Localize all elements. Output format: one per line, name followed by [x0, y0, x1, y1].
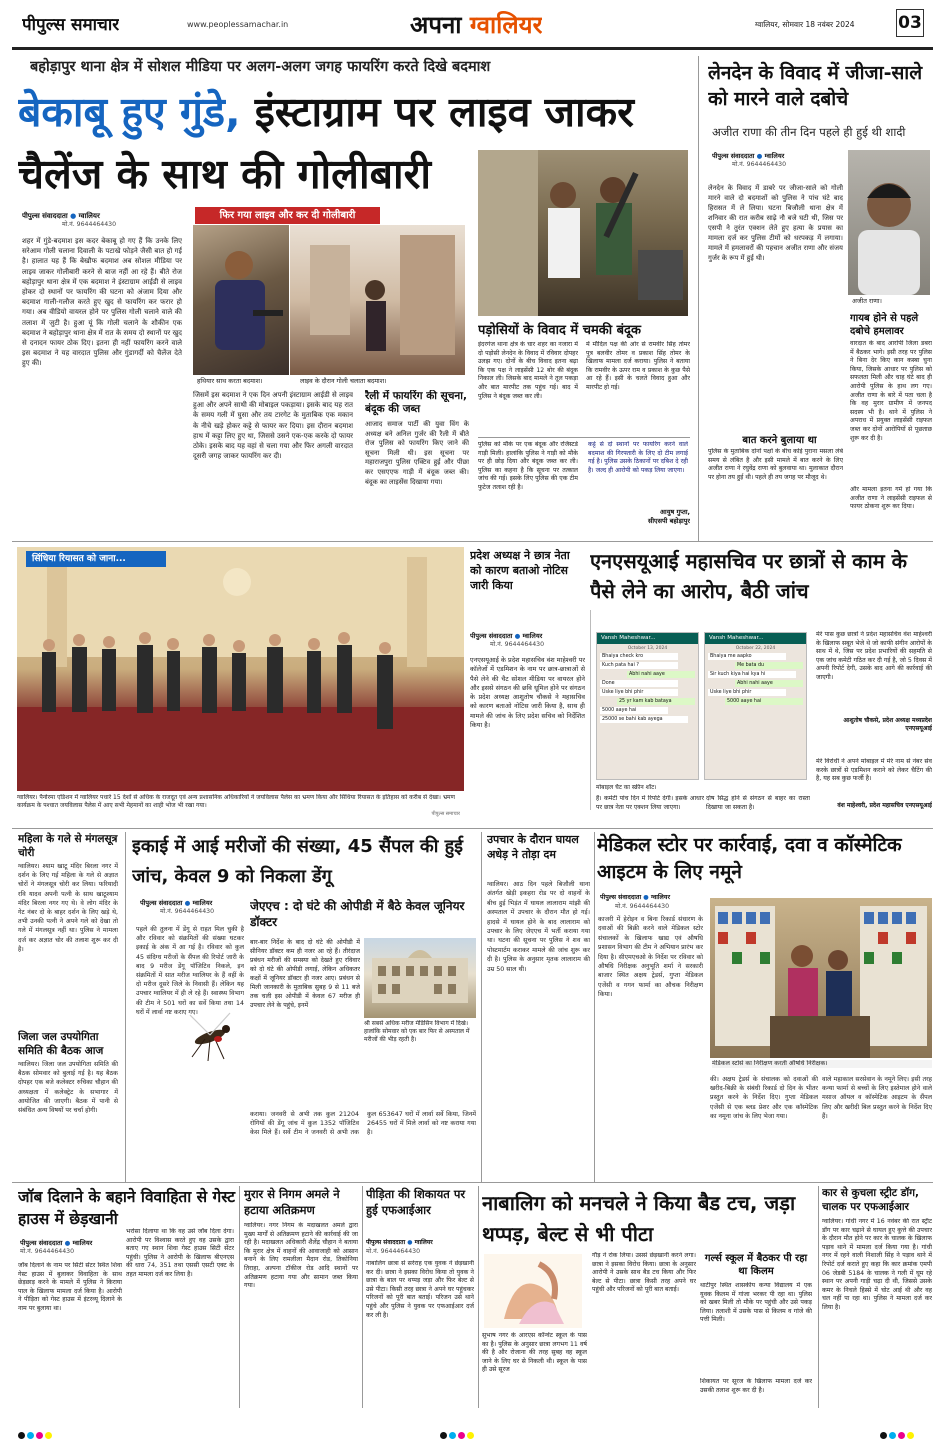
right-top-body-3: पुलिस के मुताबिक दोनों पक्षों के बीच कोई पुराना मसला लंबे समय से लंबित है और इसी मामले में बात करने के लिए अजीत राणा ने रघुवेंद्र राणा को बुलवाया था। मुलाकात दौरान पर होना तय हुई थी। पहले ही तय जगह पर मौजूद थे। — [708, 448, 843, 481]
section-title-city: ग्वालियर — [469, 11, 543, 39]
chat-msg-10: Me bata du — [735, 662, 803, 669]
mark-yellow-icon — [45, 1432, 52, 1439]
job-headline: जॉब दिलाने के बहाने विवाहिता से गेस्ट हाउस में छेड़खानी — [18, 1188, 236, 1228]
chat-msg-4: Done — [600, 680, 678, 687]
upchar-headline: उपचार के दौरान घायल अधेड़ ने तोड़ा दम — [487, 833, 579, 861]
byline-mobile: मो.नं. 9644464430 — [62, 221, 117, 228]
mark-black-icon-3 — [880, 1432, 887, 1439]
chat-msg-11: Sir kuch kiya hai kya hi — [708, 671, 796, 678]
mark-magenta-icon-2 — [458, 1432, 465, 1439]
mosquito-image — [180, 1005, 240, 1065]
chat-msg-6: 25 yr kam kab bataya — [617, 698, 695, 705]
nsui-quote-1-name: आशुतोष चौकसे, प्रदेश अध्यक्ष मध्यप्रदेश एनएसयूआई — [843, 717, 932, 732]
left-col-divider — [125, 832, 126, 1182]
nabalig-body-3: थाटीपुर स्थित शासकीय कन्या विद्यालय में एक युवक किलम में गांजा भरकर पी रहा था। पुलिस को खबर मिली तो मौके पर पहुंची और उसे पकड़ लिया। तलाशी में उसके पास से किलम व गांजे की पत्ती मिली। — [700, 1282, 812, 1324]
right-top-headline: लेनदेन के विवाद में जीजा-साले को मारने वाले दबोचे — [708, 62, 923, 110]
mark-yellow-icon-3 — [907, 1432, 914, 1439]
medical-store-photo-art — [710, 898, 932, 1058]
medical-byline: पीपुल्स संवाददाता ● ग्वालियर मो.नं. 9644464430 — [600, 893, 705, 911]
dengue-byline-name: पीपुल्स संवाददाता — [140, 899, 183, 907]
right-top-body-4: और मामला इतना गर्म हो गया कि अजीत राणा ने लाइसेंसी राइफल से फायर ठोकना शुरू कर दिया। — [850, 486, 932, 511]
mark-cyan-icon-2 — [449, 1432, 456, 1439]
dengue-body-1: पहले की तुलना में डेंगू से राहत मिल चुकी है और रविवार को संक्रमितों की संख्या घटकर इकाई के अंक में आ गई है। रविवार को कुल 45 संदिग्ध मरीजों के सैंपल की रिपोर्ट जारी के बाद 9 मरीज डेंगू पॉजिटिव निकले, इन संक्रमितों में सात मरीज ग्वालियर के हैं वहीं के दो मरीज दूसरे जिले के निवासी हैं। लेकिन यह उपचार ग्वालियर में ही ले रहे हैं। स्वास्थ्य विभाग की टीम ने 501 घरों का सर्वे किया तथा 14 घरों में लार्वा नष्ट कराए गए। — [136, 926, 244, 1016]
chat-msg-14: 5000 aaye hai — [725, 698, 803, 705]
right-top-subhead: अजीत राणा की तीन दिन पहले ही हुई थी शादी — [712, 125, 906, 139]
mid-rule-3 — [12, 1182, 933, 1183]
nsui-quote-2 — [816, 758, 932, 810]
lead-headline-black: इंस्टाग्राम पर लाइव जाकर — [240, 88, 634, 136]
right-top-photo-caption: अजीत राणा। — [852, 297, 882, 305]
masthead-website: www.peoplessamachar.in — [187, 20, 289, 29]
mark-black-icon-2 — [440, 1432, 447, 1439]
nsui-quote-1 — [816, 631, 932, 733]
chat-msg-3: Abhi nahi aaye — [627, 671, 695, 678]
chat-screenshot-2 — [704, 632, 807, 780]
mosquito-icon — [180, 1005, 240, 1065]
right-top-subhead-3: बात करने बुलाया था — [742, 435, 817, 446]
left-col-headline-2: जिला जल उपयोगिता समिति की बैठक आज — [18, 1031, 104, 1057]
medical-body-2: की। अक्षय ट्रेडर्स के संचालक को दवाओं की खरीद-बिक्री के संबंधी रिकार्ड दो दिन के भीतर प्रस्तुत करने के निर्देश दिए। गुप्ता मेडिकल एजेंसी से एक ब्लड प्रेशर और एक कॉस्मेटिक का नमूना जांच के लिए भेजा गया। — [710, 1076, 818, 1120]
section-title-prefix: अपना — [410, 11, 462, 39]
pradesh-byline-name: पीपुल्स संवाददाता — [470, 632, 513, 640]
nsui-headline: एनएसयूआई महासचिव पर छात्रों से काम के पैसे लेने का आरोप, बैठी जांच — [590, 549, 907, 603]
pidita-byline: पीपुल्स संवाददाता ● ग्वालियर मो.नं. 9644464430 — [366, 1238, 481, 1256]
pidita-byline-mobile: मो.नं. 9644464430 — [366, 1248, 421, 1255]
mark-cyan-icon — [27, 1432, 34, 1439]
lead-byline: पीपुल्स संवाददाता ● ग्वालियर मो.नं. 9644464430 — [22, 211, 192, 229]
lead-headline-line1 — [18, 84, 698, 146]
dengue-byline-city: ग्वालियर — [192, 899, 213, 907]
pradesh-byline: पीपुल्स संवाददाता ● ग्वालियर मो.नं. 9644464430 — [470, 631, 610, 649]
upchar-divider-2 — [594, 832, 595, 1182]
right-top-photo — [848, 150, 930, 295]
bottom-divider-2 — [362, 1186, 363, 1408]
lead-photo-2-caption: लाइव के दौरान गोली चलाता बदमाश। — [300, 377, 387, 385]
mark-yellow-icon-2 — [467, 1432, 474, 1439]
byline-city: ग्वालियर — [78, 212, 100, 220]
neighbour-photo-art — [478, 150, 688, 316]
pidita-body: नाबालिग छात्रा से सरेराह एक युवक ने छेड़खानी कर दी। छात्रा ने इसका विरोध किया तो युवक ने छात्रा के बाल पर थप्पड़ जड़ा और फिर बेल्ट से उसे पीटा। किसी तरह छात्रा ने अपने घर पहुंचकर परिजनों को पूरी बात बताई। परिजन उसे थाने पहुंचे और पुलिस ने युवक पर एफआईआर दर्ज कर ली है। — [366, 1260, 474, 1319]
masthead-rule — [12, 47, 933, 50]
murar-body: ग्वालियर। नगर निगम के मदाखलत अमले द्वारा मुख्य मार्गों से अतिक्रमण हटाने की कार्रवाई की जा रही है। मदाखलत अधिकारी शैलेंद्र चौहान ने बताया कि मुरार क्षेत्र में वाहनों की आवाजाही को आसान बनाने के लिए रामलीला मैदान रोड, तिकोनिया तिराहा, अल्पना टॉकीज रोड आदि स्थानों पर अतिक्रमण हटाया गया और सामान जब्त किया गया। — [244, 1222, 358, 1290]
mark-black-icon — [18, 1432, 25, 1439]
scindia-caption: ग्वालियर। पैनोरमा एडिशन में ग्वालियर पधारे 15 देशों से अधिक के राजदूत एवं अन्य प्रशासनिक अधिकारियों ने जयविलास पैलेस का भ्रमण किया और सिंधिया रियासत के इतिहास को करीब से देखा। भ्रमण कार्यक्रम के पश्चात जयविलास पैलेस में आए सभी मेहमानों का शाही भोज भी रखा गया। — [17, 794, 455, 809]
chat-msg-1: Bhaiya check kro — [600, 653, 678, 660]
mark-cyan-icon-3 — [889, 1432, 896, 1439]
medical-byline-mobile: मो.नं. 9644464430 — [615, 903, 670, 910]
job-byline-name: पीपुल्स संवाददाता — [20, 1239, 63, 1247]
nabalig-subhead: गर्ल्स स्कूल में बैठकर पी रहा था किलम — [704, 1253, 808, 1277]
nsui-quote-2-text: मेरे विरोधी ने अपने मोबाइल में मेरे नाम से नंबर सेव करके छात्रों से एडमिशन कराने को लेकर चैटिंग की है, यह सब कुछ फर्जी है। — [816, 758, 932, 783]
section-title — [410, 8, 542, 41]
right-col-divider — [698, 56, 699, 541]
chat-msg-12: Abhi nahi aaye — [735, 680, 803, 687]
lead-photo-2 — [290, 225, 465, 375]
job-body-2: भरोसा दिलाया था कि वह उसे जॉब दिला देगा। आरोपी पर विश्वास करते हुए वह उसके द्वारा बताए गए स्थान शिवा गेस्ट हाउस सिटी सेंटर पहुंची। पुलिस ने आरोपी के खिलाफ बीएनएस की धारा 74, 351 तथा एससी एसटी एक्ट के तहत मामला दर्ज कर लिया है। — [126, 1228, 234, 1278]
masthead — [0, 0, 945, 48]
nabalig-headline: नाबालिग को मनचले ने किया बैड टच, जड़ा थप्पड़, बेल्ट से भी पीटा — [482, 1191, 796, 1246]
job-byline-mobile: मो.नं. 9644464430 — [20, 1248, 75, 1255]
print-registration-marks — [0, 1418, 945, 1445]
chat-screenshot-1 — [596, 632, 699, 780]
job-byline-city: ग्वालियर — [72, 1239, 93, 1247]
pradesh-body-3: दोष सिद्ध होने से संगठन से बाहर का रास्ता दिखाया जा सकता है। — [706, 795, 810, 811]
color-marks-center — [440, 1424, 476, 1443]
lead-photo-1-art — [193, 225, 289, 375]
dengue-headline: इकाई में आई मरीजों की संख्या, 45 सैंपल की हुई जांच, केवल 9 को निकला डेंगू — [132, 836, 464, 887]
dengue-body-2: कराया। जनवरी से अभी तक कुल 21204 रोगियों की डेंगू जांच में कुल 1352 पॉजिटिव केस मिले हैं। सर्वे टीम ने जनवरी से अभी तक कुल 653647 घरों में लार्वा सर्वे किया, जिनमें 26455 घरों में मिले लार्वा को नष्ट कराया गया है। — [250, 1111, 476, 1137]
dateline: ग्वालियर, सोमवार 18 नवंबर 2024 — [755, 20, 855, 29]
chat-msg-7: 5000 aaye hai — [600, 707, 668, 714]
lead-body-1: शहर में गुंडे-बदमाश इस कदर बेकाबू हो गए हैं कि उनके लिए सरेआम गोली चलाना दिवाली के पटाखे फोड़ने जैसी बात हो गई है। हालात यह हैं कि बेखौफ बदमाश अब सोशल मीडिया पर लाइव जाकर गोलीबारी करने से बाज नहीं आ रहे हैं। बीते रोज बहोड़ापुर थाना क्षेत्र में एक बदमाश ने इंस्टाग्राम आईडी से लाइव होकर दो स्थानों पर फायरिंग की घटना को अंजाम दिया और बदमाश गाली-गलौज करते हुए खुद से फायरिंग कर फरार हो गया। अब वीडियो वायरल होने पर पुलिस गोली चलाने वाले की तलाश में जुटी है। हुआ यूं कि गोली चलाने के शौकीन एक बदमाश ने बहोड़ापुर थाना क्षेत्र में रात के समय दो स्थानों पर खुद से दनादन फायर ठोक दिए। इतना ही नहीं फायरिंग करने वाले इस बदमाश ने यह वारदात पुलिस और गुंडागर्दी को चैलेंज देते हुए की। — [22, 237, 182, 368]
chat-msg-2: Kuch pata hai ? — [600, 662, 678, 669]
quote-name: आयुष गुप्ता, — [660, 508, 690, 516]
lead-photo-1-caption: हथियार साथ करता बदमाश। — [197, 377, 263, 385]
right-top-body-2: वारदात के बाद आरोपी जिला डबरा में बैठकर भागे। इसी तरह पर पुलिस ने बिना देर किए कान कस्बा चुना किया, जिसके आधार पर पुलिस को सफलता मिली और चाह घंटे बाद ही आरोपी पुलिस के हाथ लग गए। अजीत राणा के बारे में पता चला है कि वह मुरार ग्रामीण में जनपद सदस्य भी है। थाने में पुलिस ने अपराध में प्रयुक्त लाइसेंसी राइफल जब्त कर दोनों आरोपियों से पूछताछ शुरू कर दी है। — [850, 340, 932, 442]
jah-headline: जेएएच : दो घंटे की ओपीडी में बैठे केवल जूनियर डॉक्टर — [250, 899, 465, 929]
scindia-label: सिंधिया रियासत को जाना... — [26, 551, 166, 567]
right-top-body-1: लेनदेन के विवाद में डाबरे पर जीजा-साले को गोली मारने वाले दो बदमाशों को पुलिस ने पांच घंटे बाद हिरासत में ले लिया। घटना बिजौली थाना क्षेत्र में शनिवार की रात करीब साढ़े नौ बजे घटी थी, जिस पर एसपी ने तुरंत एक्शन लेते हुए हत्या के प्रयास का मामला दर्ज कर पुलिस टीमों को धरपकड़ में लगाया। मामले में हमलावरों की पहचान अजीत राणा और संजय गुर्जर के रूप में हुई थी। — [708, 184, 843, 262]
medical-byline-city: ग्वालियर — [650, 894, 671, 901]
pidita-headline: पीड़िता की शिकायत पर हुई एफआईआर — [366, 1187, 466, 1217]
dengue-byline-mobile: मो.नं. 9644464430 — [160, 908, 215, 915]
lead-photo-2-art — [290, 225, 465, 375]
medical-store-photo — [710, 898, 932, 1058]
upchar-body: ग्वालियर। आठ दिन पहले बिजौली थाना अंतर्गत खेड़ी इकहरा रोड पर दो वाहनों के बीच हुई भिड़ंत में घायल लालाराम मांझी की अस्पताल में उपचार के दौरान मौत हो गई। हादसे में घायल होने के बाद लालाराम को उपचार के लिए जेएएच में भर्ती कराया गया था। घटना की सूचना पर पुलिस ने शव का पोस्टमार्टम कराकर मामले की जांच शुरू कर दी है। पुलिस के अनुसार मृतक लालाराम की उम्र 50 साल थी। — [487, 881, 590, 973]
chat-caption: मोबाइल चैट का स्क्रीन शॉट। — [596, 784, 657, 791]
medical-byline-name: पीपुल्स संवाददाता — [600, 894, 642, 901]
upchar-divider — [481, 832, 482, 1182]
color-marks-right — [880, 1424, 916, 1443]
lead-kicker: बहोड़ापुर थाना क्षेत्र में सोशल मीडिया पर अलग-अलग जगह फायरिंग करते दिखे बदमाश — [30, 59, 491, 75]
pradesh-headline: प्रदेश अध्यक्ष ने छात्र नेता को कारण बताओ नोटिस जारी किया — [470, 549, 570, 592]
chat-header-1: Vansh Maheshwar... — [597, 633, 698, 644]
lead-body-3: जिसमें इस बदमाश ने एक दिन अपनी इंस्टाग्राम आईडी से लाइव हुआ और अपने साथी की मोबाइल पकड़ाया। इसके बाद यह रात के समय गली में घुसा और तय टारगेट के मुताबिक एक मकान के नीचे खड़े होकर कट्टे से फायर कर दिया। इस दौरान बदमाश हाथ में कट्टा लिए हुए था, जिससे उसने एक-एक करके दो फायर ठोके। इसके बाद यह वहां से चला गया और फिर अगली वारदात दूसरी जगह जाकर फायरिंग कर दी। — [193, 391, 353, 461]
mark-magenta-icon-3 — [898, 1432, 905, 1439]
neighbour-body-4: कट्टे से दो स्थानों पर फायरिंग करने वाले बदमाश की गिरफ्तारी के लिए दो टीम लगाई गई है। पुलिस उसके ठिकानों पर दबिश दे रही है। जल्द ही आरोपी को पकड़ लिया जाएगा। — [588, 441, 688, 474]
jah-hospital-photo — [364, 938, 476, 1018]
murar-headline: मुरार से निगम अमले ने हटाया अतिक्रमण — [244, 1187, 340, 1217]
jah-hospital-photo-art — [364, 938, 476, 1018]
mid-rule-2 — [12, 828, 933, 829]
medical-body-3: वाले महाकाल सरसेवान के नमूने लिए। इसी तरह कन्या फार्मा से बच्चों के लिए इस्तेमाल होने वाले मसाज ऑयल व कॉस्मेटिक आइटम के सैंपल लिए और खरीदी बिल प्रस्तुत करने के निर्देश दिए हैं। — [822, 1076, 932, 1120]
neighbour-rule — [478, 437, 690, 438]
bottom-divider-4 — [818, 1186, 819, 1408]
neighbour-body-3: पुलिस को मौके पर एक बंदूक और रजिस्टर्ड गाड़ी मिली। हालांकि पुलिस ने गाड़ी को मौके पर ही छोड़ दिया और बंदूक जब्त कर ली। पुलिस का कहना है कि सूचना पर तत्काल जांच की गई। इसके लिए पुलिस की एक टीम फुटेज तलाश रही है। — [478, 441, 578, 491]
job-body-1: जॉब दिलाने के नाम पर सिटी सेंटर स्थित शिवा गेस्ट हाउस में बुलाकर विवाहिता के साथ छेड़छाड़ करने के मामले में पुलिस ने किराया पाल के खिलाफ मामला दर्ज किया है। आरोपी ने पीड़िता को गेस्ट हाउस में इंटरव्यू दिलाने के नाम पर बुलाया था। — [18, 1262, 122, 1312]
neighbour-body-1: इंदरगंज थाना क्षेत्र के चार शहर का नजारा में दो पड़ोसी लेनदेन के विवाद में रविवार दोपहर उलझ गए। दोनों के बीच विवाद इतना बढ़ा कि एक पक्ष ने लाइसेंसी 12 बोर की बंदूक निकाल ली। जिसके बाद मामले ने तूल पकड़ा और बात मारपीट तक पहुंच गई। बाद में पुलिस ने बंदूक जब्त कर ली। — [478, 341, 578, 400]
nabalig-body-4: शिकायत पर सूरज के खिलाफ मामला दर्ज कर उसकी तलाश शुरू कर दी है। — [700, 1378, 812, 1394]
pradesh-body: एनएसयूआई के प्रदेश महासचिव वंश माहेश्वरी पर कॉलेजों में एडमिशन के नाम पर छात्र-छात्राओं से पैसे लेने की चैट सोशल मीडिया पर वायरल होने और इससे संगठन की छवि धूमिल होने पर संगठन के प्रदेश अध्यक्ष आशुतोष चौकसे ने महासचिव को कारण बताओ नोटिस जारी किया है, साथ ही मामले की जांच के लिए प्रदेश सचिव को निर्देशित किया है। — [470, 656, 585, 730]
pradesh-byline-mobile: मो.नं. 9644464430 — [490, 641, 545, 648]
right-top-byline: पीपुल्स संवाददाता ● ग्वालियर मो.नं. 9644464430 — [712, 151, 852, 169]
page-number: 03 — [896, 9, 924, 37]
nsui-quote-2-name: वंश माहेश्वरी, प्रदेश महासचिव एनएसयूआई — [837, 802, 932, 809]
rally-body: आजाद समाज पार्टी की युवा विंग के अध्यक्ष बने अनिल गुर्जर की रैली में बीते रोज पुलिस को फायरिंग किए जाने की सूचना मिली थी। इस सूचना पर महाराजपुरा पुलिस एक्टिव हुई और पीछा कर एसएएफ गाड़ी में बंदूक जब्त की। बंदूक का लाइसेंस दिखाया गया। — [365, 420, 469, 486]
right-top-photo-art — [848, 150, 930, 295]
nabalig-body-1: सुभाष नगर के आरएस कॉन्वेंट स्कूल के पास का है। पुलिस के अनुसार छात्रा लगभग 11 वर्ष की है और रोजाना की तरह सुबह वह स्कूल जाने के लिए घर से निकली थी। स्कूल के पास ही उसे सूरज — [482, 1332, 587, 1374]
byline-name: पीपुल्स संवाददाता — [22, 212, 68, 220]
lead-photo-1 — [193, 225, 289, 375]
left-col-body-1: ग्वालियर। श्याम खाटू मंदिर बिरला नगर में दर्शन के लिए गई महिला के गले से अज्ञात चोरों ने मंगलसूत्र चोरी कर लिया। फरियादी रवि यादव अपनी पत्नी के साथ खाटूश्याम मंदिर बिरला नगर गए थे। वे लोग मंदिर के गेट नंबर दो के बाहर दर्शन के लिए खड़े थे, तभी उनकी पत्नी ने अपने गले को देखा तो गले में मंगलसूत्र नहीं था। पुलिस ने मामला दर्ज कर अज्ञात चोर की तलाश शुरू कर दी है। — [18, 863, 118, 953]
car-body: ग्वालियर। गांधी नगर में 16 नवंबर की रात स्ट्रीट डॉग पर कार चढ़ाने से घायल हुए कुत्ते की उपचार के दौरान मौत होने पर कार के चालक के खिलाफ पड़ाव थाने में मामला दर्ज किया गया है। गांधी नगर में रहने वाली निशाली सिंह ने पड़ाव थाने में रिपोर्ट दर्ज कराते हुए कहा कि कार क्रमांक एमपी 06 जेडबी 5184 के चालक ने गली में घूम रहे स्थान पर अपनी गाड़ी चढ़ा दी थी, जिससे उसके कमर के निचले हिस्से में चोट आई थी और वह चल नहीं पा रहा था। पुलिस ने मामला दर्ज कर लिया है। — [822, 1218, 932, 1311]
bottom-divider-3 — [478, 1186, 479, 1408]
chat-header-2: Vansh Maheshwar... — [705, 633, 806, 644]
nabalig-body-2: गौड़ ने रोक लिया। उससे छेड़खानी करने लगा। छात्रा ने इसका विरोध किया। छात्रा के अनुसार आरोपी ने उसके साथ बैड टच किया और फिर बेल्ट से पीटा। छात्रा किसी तरह अपने घर पहुंची और परिजनों को पूरी बात बताई। — [592, 1252, 696, 1294]
neighbour-headline: पड़ोसियों के विवाद में चमकी बंदूक — [478, 323, 641, 338]
chat-msg-8: 25000 se bahi kab ayega — [600, 716, 688, 723]
chat-msg-9: Bhaiya me aapko — [708, 653, 786, 660]
medical-caption: मेडिकल स्टोर्स का निरीक्षण करती औषधि निरीक्षक। — [712, 1060, 932, 1068]
right-top-byline-name: पीपुल्स संवाददाता — [712, 152, 755, 160]
lead-headline-line2: चैलेंज के साथ की गोलीबारी — [18, 150, 432, 198]
left-col-body-2: ग्वालियर। जिला जल उपयोगिता समिति की बैठक सोमवार को बुलाई गई है। यह बैठक दोपहर एक बजे कलेक्टर रुचिका चौहान की अध्यक्षता में कलेक्ट्रेट के सभागार में आयोजित की जाएगी। बैठक में पानी से संबंधित अन्य विषयों पर चर्चा होगी। — [18, 1061, 118, 1115]
chat-date-1: October 13, 2024 — [627, 646, 668, 651]
medical-body-1: काजरी में हेरोइन व बिना रिकार्ड संधारण के दवाओं की बिक्री करने वाले मेडिकल स्टोर संचालकों के खिलाफ खाद्य एवं औषधि प्रशासन विभाग की टीम ने अभियान प्रारंभ कर दिया है। सीएमएचओ के निर्देश पर रविवार को औषधि निरीक्षक अनुभूति शर्मा ने सरकारी बाजार स्थित अक्षय ट्रेडर्स, गुप्ता मेडिकल एजेंसी व गगन फार्मा का औचक निरीक्षण किया। — [598, 916, 703, 999]
chat-msg-5: Uske liye bhi phir — [600, 689, 678, 696]
scindia-photo-art — [17, 547, 464, 791]
chat-msg-13: Uske liye bhi phir — [708, 689, 786, 696]
mark-magenta-icon — [36, 1432, 43, 1439]
scindia-photo — [17, 547, 464, 791]
mid-rule-1 — [12, 541, 933, 542]
nsui-quote-1-text: मेरे पास कुछ छात्रों ने प्रदेश महासचिव वंश माहेश्वरी के खिलाफ सबूत भेजे थे जो काफी संगीन आरोपों के साथ में थे, जिस पर प्रदेश प्रभारियों की सहमति से एक जांच कमेटी गठित कर दी गई है, जो 5 दिवस में अपनी रिपोर्ट देगी, उसके बाद आगे की कार्रवाई की जाएगी। — [816, 631, 932, 681]
left-col-headline-1: महिला के गले से मंगलसूत्र चोरी — [18, 833, 118, 859]
nsui-rule — [590, 610, 591, 810]
lead-red-label: फिर गया लाइव और कर दी गोलीबारी — [195, 207, 380, 224]
rally-headline: रैली में फायरिंग की सूचना, बंदूक की जब्त — [365, 390, 467, 415]
lead-headline-red: बेकाबू हुए गुंडे, — [18, 88, 241, 136]
nabalig-illustration-art — [484, 1254, 582, 1328]
jah-body: बार-बार निर्देश के बाद दो घंटे की ओपीडी में सीनियर डॉक्टर कम ही नजर आ रहे हैं। तीरंदाज प्रबंधन मरीजों की समस्या को देखते हुए रविवार को दो घंटे की ओपीडी लगाई, लेकिन अधिकतर कक्षों में जूनियर डॉक्टर ही नजर आए। प्रबंधन से मिली जानकारी के मुताबिक सुबह 9 से 11 बजे तक चली इस ओपीडी में केवल 67 मरीज ही उपचार लेने के पहुंचे, इनमें — [250, 939, 360, 1009]
nabalig-illustration — [484, 1254, 582, 1328]
car-headline: कार से कुचला स्ट्रीट डॉग, चालक पर एफआईआर — [822, 1187, 919, 1213]
neighbour-photo — [478, 150, 688, 316]
job-byline: पीपुल्स संवाददाता ● ग्वालियर मो.नं. 9644464430 — [20, 1238, 160, 1256]
dengue-byline: पीपुल्स संवाददाता ● ग्वालियर मो.नं. 9644464430 — [140, 898, 280, 916]
chat-date-2: October 22, 2024 — [735, 646, 776, 651]
pradesh-byline-city: ग्वालियर — [522, 632, 543, 640]
pidita-byline-name: पीपुल्स संवाददाता — [366, 1239, 406, 1246]
color-marks-left — [18, 1424, 54, 1443]
medical-headline: मेडिकल स्टोर पर कार्रवाई, दवा व कॉस्मेटिक आइटम के लिए नमूने — [597, 834, 902, 883]
scindia-credit: पीपुल्स समाचार — [431, 811, 460, 817]
masthead-logo: पीपुल्स समाचार — [22, 15, 120, 35]
right-top-byline-city: ग्वालियर — [764, 152, 785, 160]
jah-caption: श्री सबसे अधिक मरीज मेडिसिन विभाग में दिखे। हालांकि सोमवार को एक बार फिर से अस्पताल में मरीजों की भीड़ रहती है। — [364, 1020, 470, 1043]
right-top-byline-mobile: मो.नं. 9644464430 — [732, 161, 787, 168]
pidita-byline-city: ग्वालियर — [414, 1239, 433, 1246]
neighbour-quote-source — [620, 508, 690, 526]
bottom-divider-1 — [239, 1186, 240, 1408]
pradesh-body-2: हैं। कमेटी पांच दिन में रिपोर्ट देगी। इसके आधार पर छात्र नेता पर एक्शन लिया जाएगा। — [596, 795, 704, 811]
neighbour-body-2: में मौदिल पक्ष की ओर से रामवीर सिंह तोमर पुत्र बलवीर तोमर व प्रकाश सिंह तोमर के खिलाफ मामला दर्ज कराया। पुलिस ने बताया कि रामवीर के ऊपर राम व प्रकाश के कुछ पैसे आ रहे हैं। इसी के चलते विवाद हुआ और मारपीट हो गई। — [586, 341, 690, 391]
right-top-subhead-2: गायब होने से पहले दबोचे हमलावर — [850, 313, 919, 337]
quote-title: सीएसपी बहोड़ापुर — [647, 517, 690, 525]
